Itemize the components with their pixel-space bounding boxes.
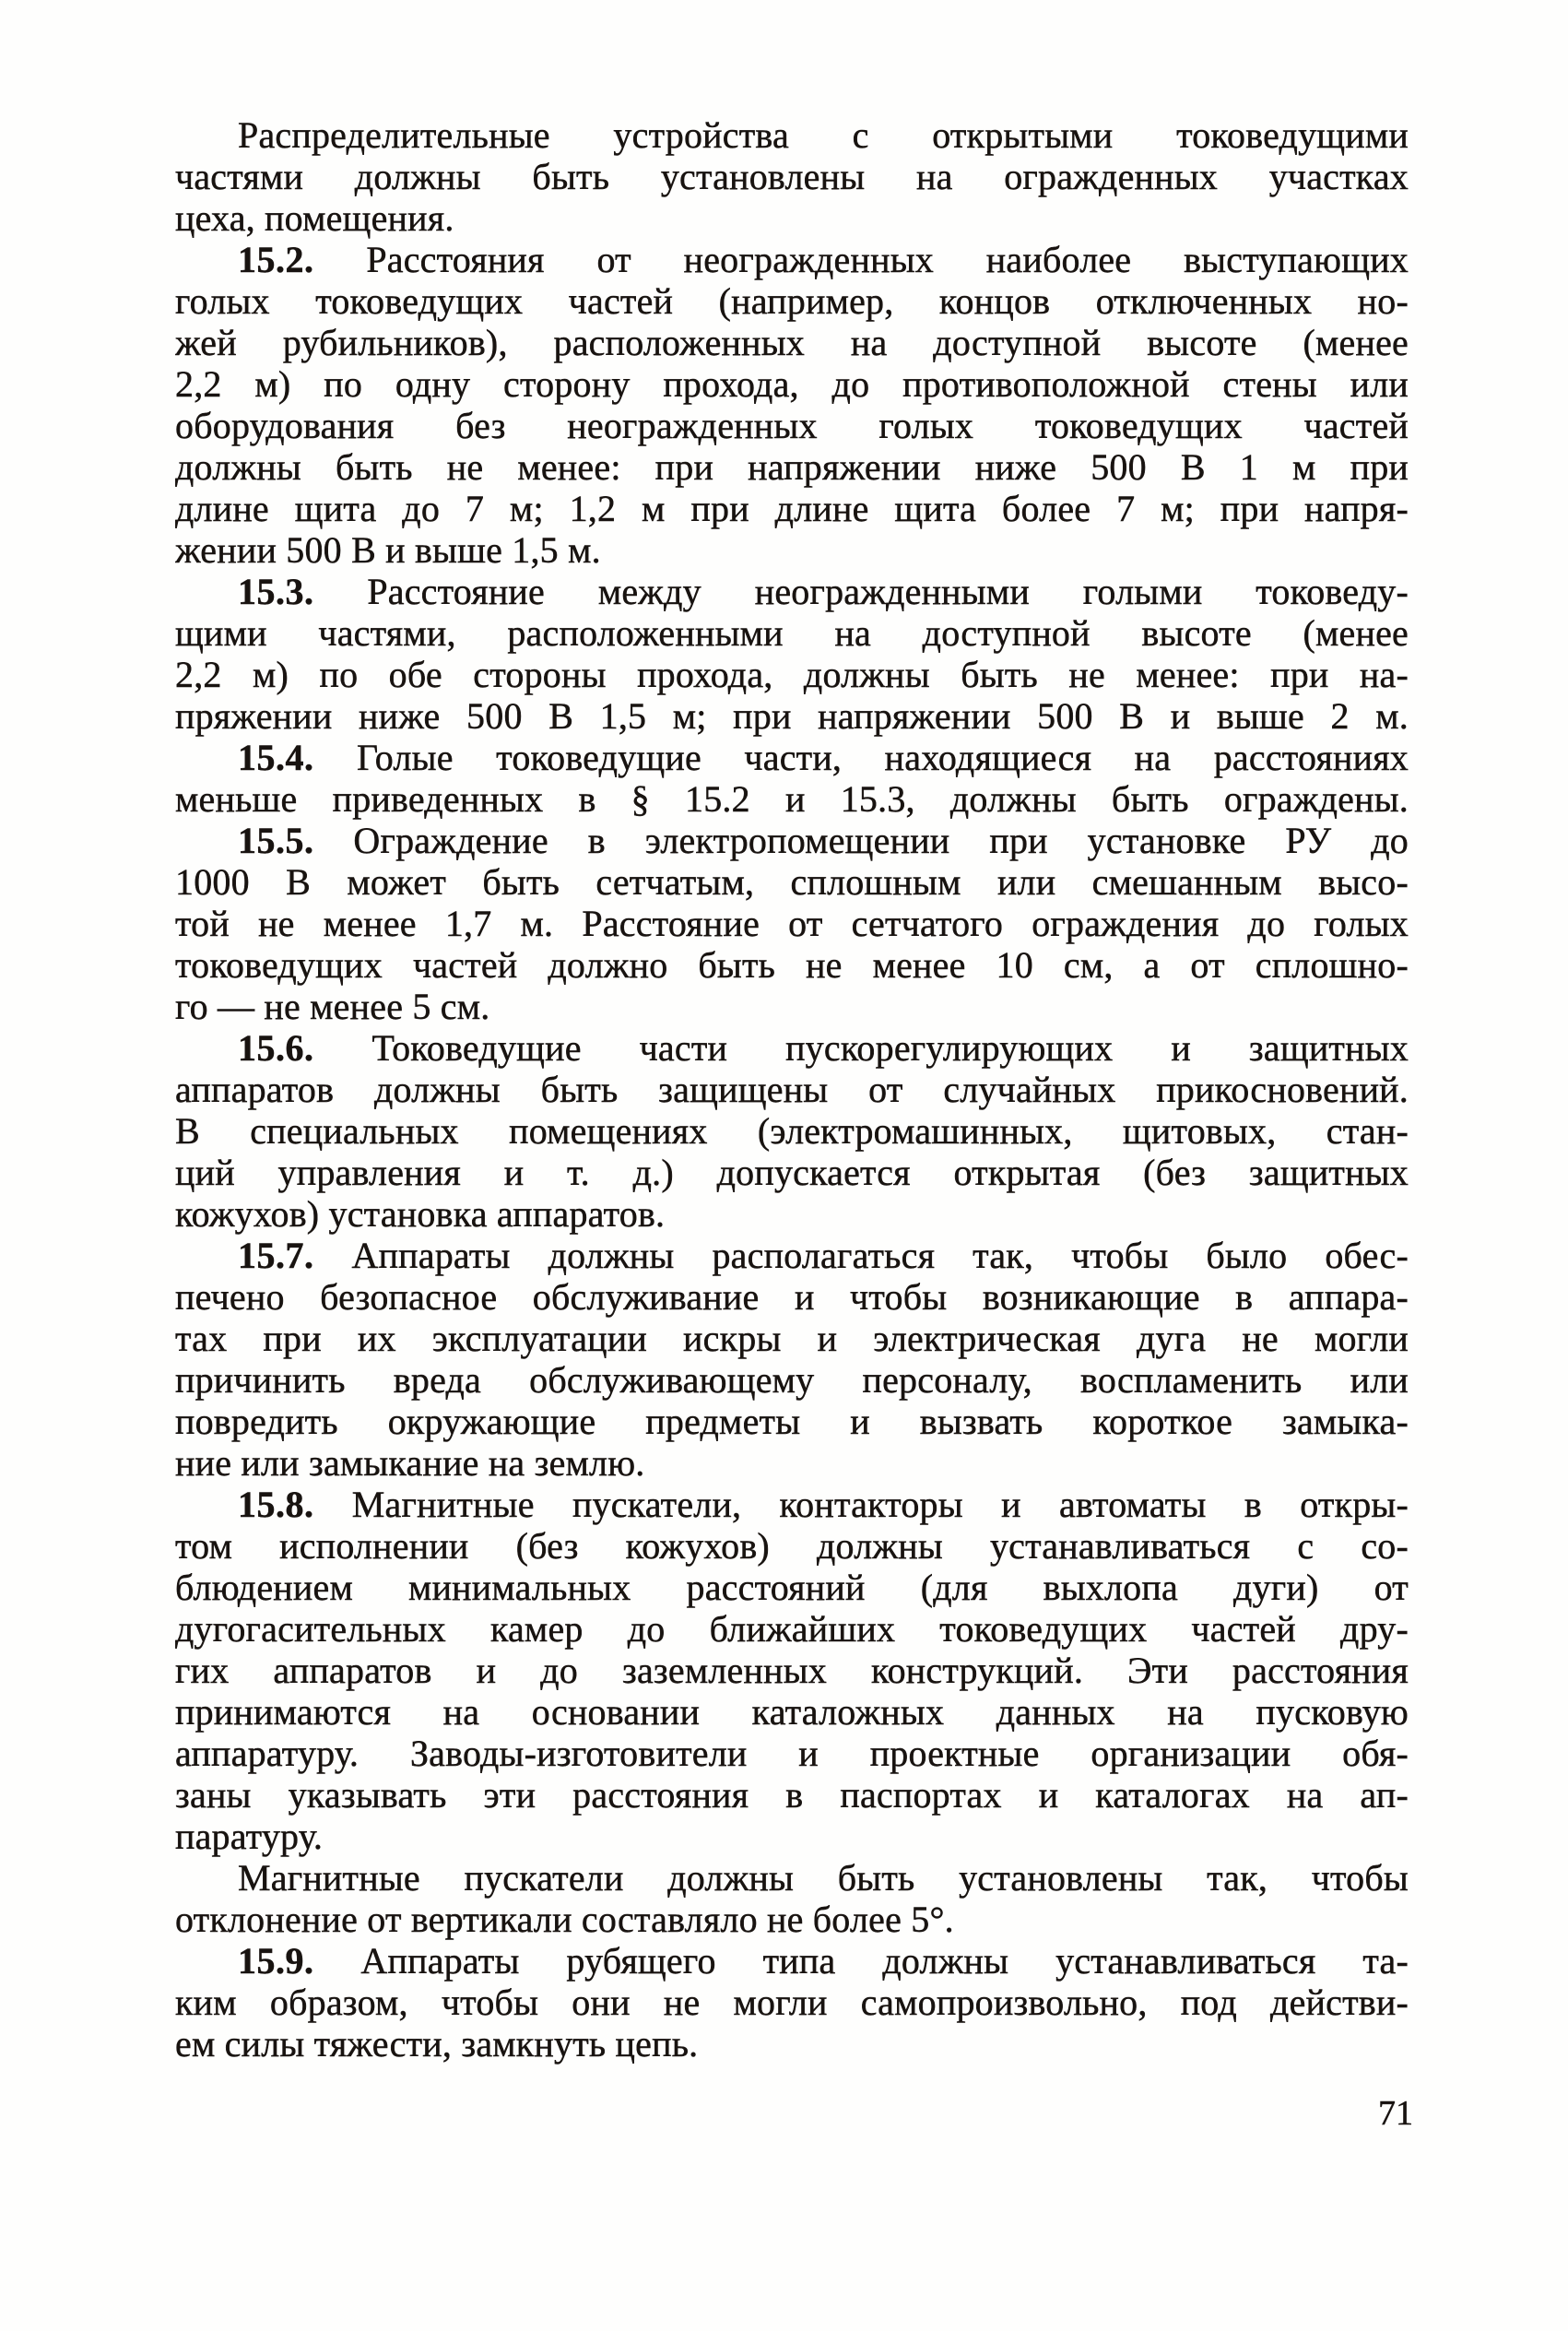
text-line: принимаются на основании каталожных данных на пусковую (175, 1691, 1409, 1733)
text-line: пряжении ниже 500 В 1,5 м; при напряжении 500 В и выше 2 м. (175, 695, 1409, 737)
paragraph (175, 1857, 1409, 1940)
page-number: 71 (1378, 2094, 1413, 2133)
text-line: меньше приведенных в § 15.2 и 15.3, должны быть ограждены. (175, 778, 1409, 820)
text-line: жей рубильников), расположенных на доступной высоте (менее (175, 322, 1409, 363)
text-line: ние или замыкание на землю. (175, 1442, 645, 1484)
section-number: 15.6. (238, 1027, 314, 1069)
section-number: 15.5. (238, 820, 314, 861)
text-line: ем силы тяжести, замкнуть цепь. (175, 2023, 699, 2065)
text-line: аппаратов должны быть защищены от случайных прикосновений. (175, 1069, 1409, 1110)
text-line: 15.9. Аппараты рубящего типа должны устанавливаться та- (238, 1940, 1409, 1982)
paragraph (175, 1484, 1409, 1857)
text-line: 2,2 м) по одну сторону прохода, до противоположной стены или (175, 363, 1409, 405)
text-line: 15.7. Аппараты должны располагаться так, чтобы было обес- (238, 1235, 1409, 1276)
section-number: 15.4. (238, 737, 314, 778)
paragraph (175, 737, 1409, 820)
text-line: том исполнении (без кожухов) должны устанавливаться с со- (175, 1525, 1409, 1567)
text-line: жении 500 В и выше 1,5 м. (175, 529, 601, 571)
text-line: Распределительные устройства с открытыми токоведущими (238, 114, 1409, 156)
text-line: оборудования без неогражденных голых токоведущих частей (175, 405, 1409, 446)
text-line: причинить вреда обслуживающему персоналу, воспламенить или (175, 1359, 1409, 1401)
text-line: Магнитные пускатели должны быть установлены так, чтобы (238, 1857, 1409, 1899)
text-line: частями должны быть установлены на огражденных участках (175, 156, 1409, 197)
paragraph (175, 571, 1409, 737)
text-line: тах при их эксплуатации искры и электрическая дуга не могли (175, 1318, 1409, 1359)
section-number: 15.9. (238, 1940, 314, 1982)
text-line: 15.2. Расстояния от неогражденных наиболее выступающих (238, 239, 1409, 280)
paragraph (175, 114, 1409, 239)
text-line: аппаратуру. Заводы-изготовители и проектные организации обя- (175, 1733, 1409, 1774)
text-line: го — не менее 5 см. (175, 986, 490, 1027)
text-line: 2,2 м) по обе стороны прохода, должны быть не менее: при на- (175, 654, 1409, 695)
paragraph (175, 1235, 1409, 1484)
text-line: ций управления и т. д.) допускается открытая (без защитных (175, 1152, 1409, 1193)
text-line: той не менее 1,7 м. Расстояние от сетчатого ограждения до голых (175, 903, 1409, 944)
text-line: повредить окружающие предметы и вызвать короткое замыка- (175, 1401, 1409, 1442)
paragraph (175, 1027, 1409, 1235)
paragraph (175, 239, 1409, 571)
text-line: кожухов) установка аппаратов. (175, 1193, 666, 1235)
text-line: В специальных помещениях (электромашинных, щитовых, стан- (175, 1110, 1409, 1152)
text-column (175, 114, 1409, 2065)
text-line: щими частями, расположенными на доступной высоте (менее (175, 612, 1409, 654)
text-line: дугогасительных камер до ближайших токоведущих частей дру- (175, 1608, 1409, 1650)
text-line: длине щита до 7 м; 1,2 м при длине щита более 7 м; при напря- (175, 488, 1409, 529)
text-line: 15.6. Токоведущие части пускорегулирующих и защитных (238, 1027, 1409, 1069)
text-line: токоведущих частей должно быть не менее 10 см, а от сплошно- (175, 944, 1409, 986)
text-line: 1000 В может быть сетчатым, сплошным или смешанным высо- (175, 861, 1409, 903)
paragraph (175, 820, 1409, 1027)
text-line: паратуру. (175, 1816, 324, 1857)
text-line: блюдением минимальных расстояний (для выхлопа дуги) от (175, 1567, 1409, 1608)
text-line: ким образом, чтобы они не могли самопроизвольно, под действи- (175, 1982, 1409, 2023)
text-line: отклонение от вертикали составляло не более 5°. (175, 1899, 954, 1940)
section-number: 15.3. (238, 571, 314, 612)
text-line: печено безопасное обслуживание и чтобы возникающие в аппара- (175, 1276, 1409, 1318)
section-number: 15.8. (238, 1484, 314, 1525)
text-line: 15.8. Магнитные пускатели, контакторы и автоматы в откры- (238, 1484, 1409, 1525)
text-line: цеха, помещения. (175, 197, 454, 239)
text-line: гих аппаратов и до заземленных конструкций. Эти расстояния (175, 1650, 1409, 1691)
text-line: 15.4. Голые токоведущие части, находящиеся на расстояниях (238, 737, 1409, 778)
text-line: заны указывать эти расстояния в паспортах и каталогах на ап- (175, 1774, 1409, 1816)
text-line: должны быть не менее: при напряжении ниже 500 В 1 м при (175, 446, 1409, 488)
paragraph (175, 1940, 1409, 2065)
text-line: 15.5. Ограждение в электропомещении при установке РУ до (238, 820, 1409, 861)
text-line: 15.3. Расстояние между неогражденными голыми токоведу- (238, 571, 1409, 612)
text-line: голых токоведущих частей (например, концов отключенных но- (175, 280, 1409, 322)
section-number: 15.2. (238, 239, 314, 280)
section-number: 15.7. (238, 1235, 314, 1276)
